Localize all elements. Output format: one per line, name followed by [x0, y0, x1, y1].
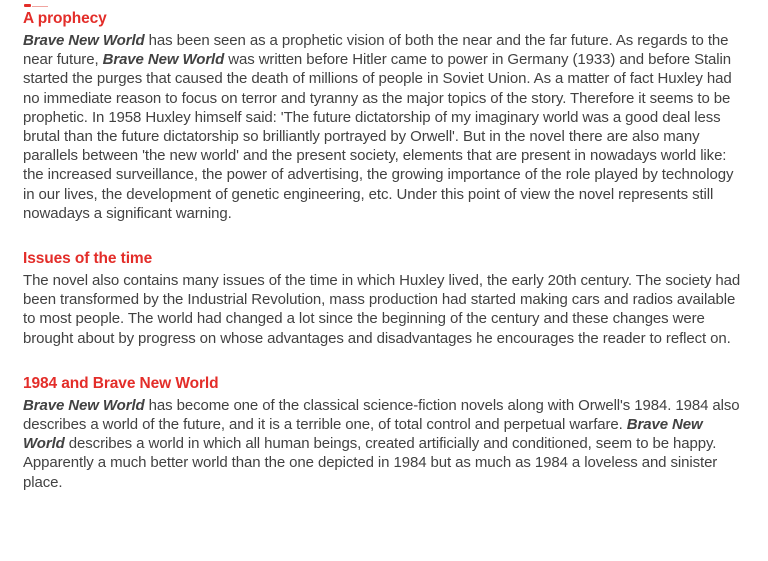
section-1984-and-brave-new-world	[23, 374, 746, 492]
section-paragraph-1984-and-brave-new-world	[23, 396, 746, 492]
book-title-text: Brave New World	[23, 416, 703, 453]
document-content	[23, 9, 746, 492]
clipped-red-text-artifact	[24, 4, 31, 7]
section-paragraph-a-prophecy	[23, 31, 746, 223]
section-paragraph-issues-of-the-time	[23, 271, 746, 348]
section-a-prophecy	[23, 9, 746, 223]
book-title-text: Brave New World	[23, 32, 145, 49]
section-heading-issues-of-the-time: Issues of the time	[23, 250, 153, 268]
body-text: describes a world in which all human beings, created artificially and conditioned, seem to be happy. Apparently a much better world than the one depicted in 1984 but as much as 1984 a loveless and sinister place.	[23, 435, 718, 491]
body-text: The novel also contains many issues of the time in which Huxley lived, the early 20th century. The society had been transformed by the Industrial Revolution, mass production had started making cars and radios available to most people. The world had changed a lot since the beginning of the century and these changes were brought about by progress on whose advantages and disadvantages he encourages the reader to reflect on.	[23, 272, 741, 347]
body-text: has become one of the classical science-fiction novels along with Orwell's 1984. 1984 also describes a world of the future, and it is a terrible one, of total control and perpetual warfare.	[23, 396, 740, 434]
clipped-red-text-smear	[32, 6, 48, 7]
book-title-text: Brave New World	[23, 396, 145, 414]
section-heading-a-prophecy: A prophecy	[23, 10, 107, 27]
book-title-text: Brave New World	[102, 51, 225, 69]
body-text: was written before Hitler came to power in Germany (1933) and before Stalin started the purges that caused the death of millions of people in Soviet Union. As a matter of fact Huxley had no immediate reason to focus on terror and tyranny as the major topics of the story. Therefore it seems to be prophetic. In 1958 Huxley himself said: 'The future dictatorship of my imaginary world was a good deal less brutal than the future dictatorship so brilliantly portrayed by Orwell'. But in the novel there are also many parallels between 'the new world' and the present society, elements that are present in nowadays world like: the increased surveillance, the power of advertising, the growing importance of the role played by technology in our lives, the development of genetic engineering, etc. Under this point of view the novel represents still nowadays a significant warning.	[23, 51, 734, 222]
section-issues-of-the-time	[23, 249, 746, 348]
section-heading-1984-and-brave-new-world: 1984 and Brave New World	[23, 374, 219, 392]
body-text: has been seen as a prophetic vision of both the near and the far future. As regards to the near future,	[23, 32, 729, 69]
